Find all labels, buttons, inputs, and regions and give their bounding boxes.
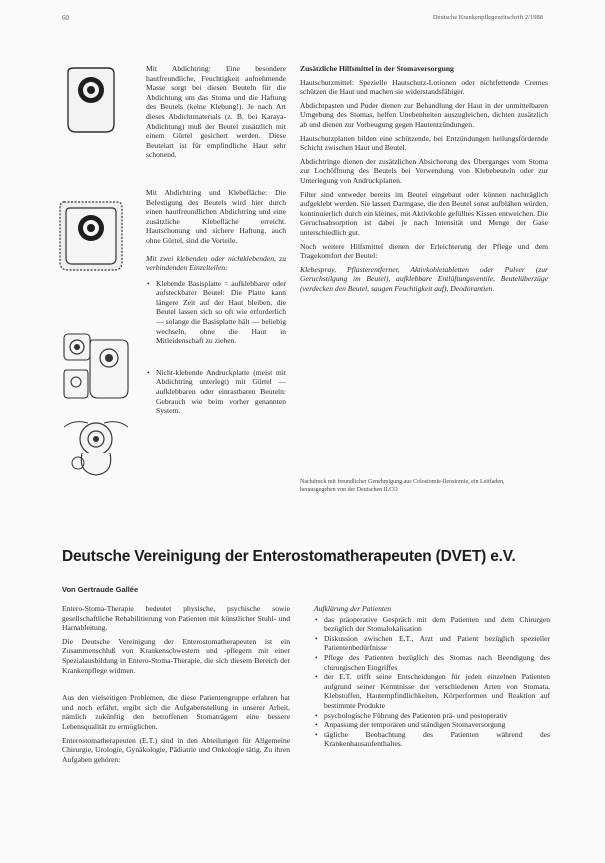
- two-part-system-illustration: [60, 330, 132, 402]
- list-item: • tägliche Beobachtung des Patienten während des Krankenhausaufenthaltes.: [324, 730, 550, 749]
- paragraph-pastes: Abdichtpasten und Puder dienen zur Behandlung der Haut in der unmittelbaren Umgebung des Stomas, helfen Unebenheiten auszugleichen, dichten zusätzlich ab und dienen zur Vorbeugung gegen Hautentzündungen.: [300, 100, 548, 129]
- pressure-plate-belt-illustration: [58, 415, 134, 479]
- article-left-column: [62, 604, 290, 768]
- article-title: Deutsche Vereinigung der Enterostomatherapeuten (DVET) e.V.: [62, 548, 516, 565]
- paragraph-ring-adhesive: Mit Abdichtring und Klebefläche: Die Befestigung des Beutels wird hier durch einen hautfreundlichen Abdichtring und eine zusätzliche Klebefläche erreicht. Hautschonung und sichere Haftung, auch ohne Gürtel, sind die Vorteile.: [146, 187, 286, 245]
- article-paragraph: Enterostomatherapeuten (E.T.) sind in den Abteilungen für Allgemeine Chirurgie, Urologie, Gynäkologie, Pädiatrie und Onkologie tätig. Zu ihren Aufgaben gehören:: [62, 735, 290, 764]
- article-right-column: [314, 604, 550, 749]
- two-part-list: [146, 279, 286, 416]
- article-paragraph: Die Deutsche Vereinigung der Enterostomatherapeuten ist ein Zusammenschluß von Krankenschwestern und -pflegern mit einer Spezialausbildung in Entero-Stoma-Therapie, die sich diesem Bereich der Krankenpflege widmen.: [62, 636, 290, 675]
- article-subheading: Aufklärung der Patienten: [314, 604, 392, 613]
- page-number: 60: [62, 14, 69, 22]
- article-paragraph: Entero-Stoma-Therapie bedeutet physische, psychische sowie gesellschaftliche Rehabilitierung von Patienten mit künstlicher Stuhl- und Harnableitung.: [62, 604, 290, 633]
- paragraph-further-aids: Noch weitere Hilfsmittel dienen der Erleichterung der Pflege und dem Tragekomfort der Beutel:: [300, 241, 548, 261]
- section-heading: Zusätzliche Hilfsmittel in der Stomaversorgung: [300, 64, 454, 73]
- right-column: [300, 64, 548, 297]
- list-item: • Klebende Basisplatte = aufklebbarer oder aufsteckbarer Beutel: Die Platte kann längere Zeit auf der Haut bleiben, die Beutel lassen sich so oft wie erforderlich — solange die Basisplatte hält — beliebig wechseln, ohne die Haut in Mitleidenschaft zu ziehen.: [156, 279, 286, 346]
- pouch-adhesive-illustration: [58, 198, 124, 272]
- paragraph-two-part: Mit zwei klebenden oder nichtklebenden, zu verbindenden Einzelteilen:: [146, 253, 286, 273]
- paragraph-sealing-ring: Mit Abdichtring: Eine besondere hautfreundliche, Feuchtigkeit aufnehmende Masse sorgt bei diesen Beuteln für die Abdichtung um das Stoma und die Haftung des Beutels (keine Klebung!). Je nach Art dieses Abdichtmaterials (z. B. bei Karaya-Abdichtung) muß der Beutel zusätzlich mit einem Gürtel gesichert werden. Diese Beutelart ist für empfindliche Haut sehr schonend.: [146, 64, 286, 160]
- paragraph-protection-plates: Hautschutzplatten bilden eine schützende, bei Entzündungen heilungsfördernde Schicht zwischen Haut und Beutel.: [300, 133, 548, 153]
- list-item: • Diskussion zwischen E.T., Arzt und Patient bezüglich spezieller Patientenbedürfnisse: [324, 634, 550, 653]
- list-item: • Anpassung der temporären und ständigen Stomaversorgung: [324, 720, 550, 730]
- list-item: • das präoperative Gespräch mit dem Patienten und dem Chirurgen bezüglich der Stomalokalisation: [324, 615, 550, 634]
- list-item: • Nicht-klebende Andruckplatte (meist mit Abdichtring unterlegt) mit Gürtel — aufklebbaren oder einrastbaren Beuteln: Gebrauch wie beim vorher genannten System.: [156, 368, 286, 416]
- article-paragraph: Aus den vielseitigen Problemen, die diese Patientengruppe erfahren hat und noch erfährt, ergibt sich die Aufgabenstellung in unserer Arbeit, nämlich zukünftig den betroffenen Stomaträgern eine bessere Lebensqualität zu ermöglichen.: [62, 693, 290, 731]
- reprint-note: Nachdruck mit freundlicher Genehmigung aus Colostomie-Ileostomie, ein Leitfaden, herausgegeben von der Deutschen ILCO: [300, 479, 505, 493]
- paragraph-skin-protection: Hautschutzmittel: Spezielle Hautschutz-Lotionen oder nichtfettende Cremes schützen die Haut und machen sie widerstandsfähiger.: [300, 77, 548, 97]
- list-item: • Pflege des Patienten bezüglich des Stomas nach Beendigung des chirurgischen Eingriffes: [324, 653, 550, 672]
- article-task-list: [314, 615, 550, 749]
- paragraph-sealing-rings: Abdichtringe dienen der zusätzlichen Absicherung des Überganges vom Stoma zur Lochöffnung des Beutels bei Verwendung von Klebebeuteln oder zur Unterlegung von Andruckplatten.: [300, 156, 548, 185]
- paragraph-aid-list: Klebespray, Pflasterentferner, Aktivkohletabletten oder Pulver (zur Geruchstilgung im Beutel), aufklebbare Entlüftungsventile, Beutelüberzüge (verdecken den Beutel, saugen Feuchtigkeit auf), Deodorantien.: [300, 264, 548, 293]
- list-item: • der E.T. trifft seine Entscheidungen für jeden einzelnen Patienten aufgrund seiner Kenntnisse der verschiedenen Arten von Stomata, Klebstoffen, Hautempfindlichkeiten, Körperformen und Reaktion auf bestimmte Produkte: [324, 672, 550, 710]
- running-header: Deutsche Krankenpflegezeitschrift 2/1988: [432, 14, 543, 21]
- article-author: Von Gertraude Gallée: [62, 585, 139, 594]
- pouch-sealing-ring-illustration: [62, 66, 120, 134]
- list-item: • psychologische Führung des Patienten prä- und postoperativ: [324, 711, 550, 721]
- paragraph-filters: Filter sind entweder bereits im Beutel eingebaut oder können nachträglich aufgeklebt werden. Sie lassen Darmgase, die den Beutel sonst aufblähen würden, kontinuierlich durch ein kleines, mit Aktivkohle gefülltes Kissen entweichen. Die Geruchsabsorption ist dabei je nach Intensität und Menge der Gase unterschiedlich gut.: [300, 189, 548, 237]
- left-column: [146, 64, 286, 416]
